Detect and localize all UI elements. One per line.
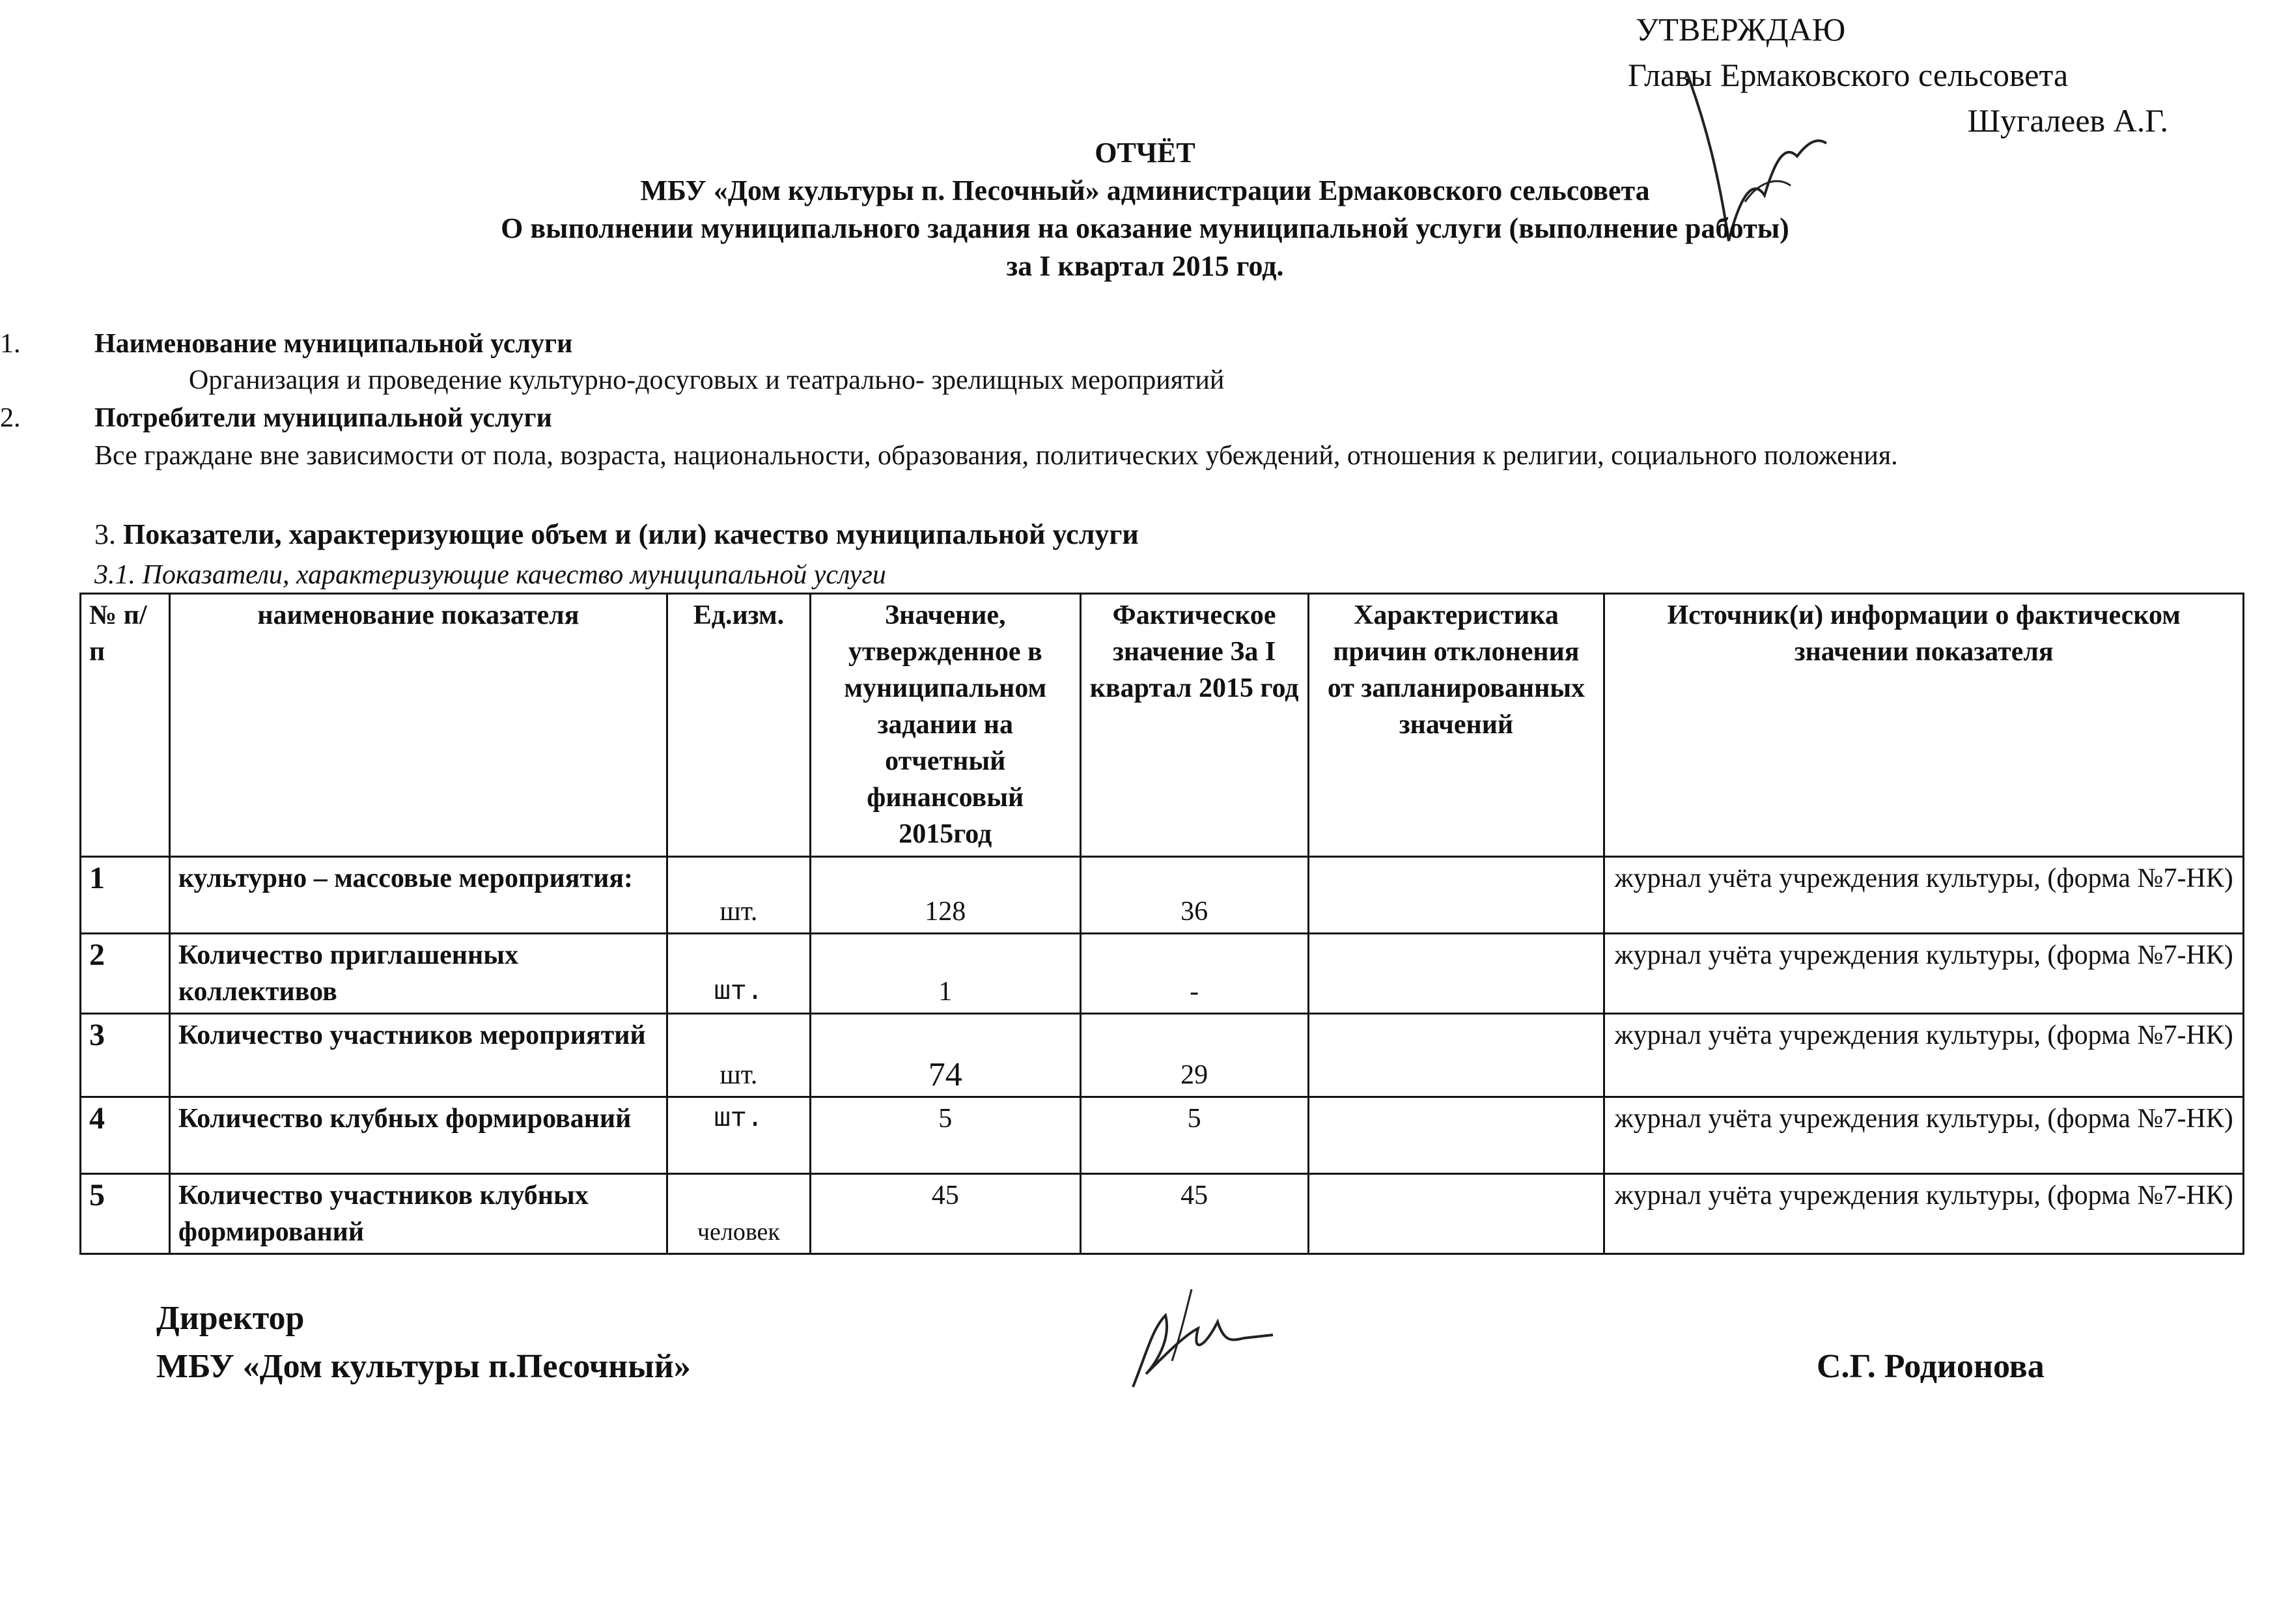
- title-line-2: МБУ «Дом культуры п. Песочный» администрации Ермаковского сельсовета: [640, 175, 1650, 206]
- director-position: [156, 1295, 691, 1391]
- row-plan: 5: [810, 1097, 1080, 1174]
- director-position-line-1: Директор: [156, 1300, 305, 1337]
- approval-name: Шугалеев А.Г.: [1967, 102, 2168, 139]
- section-3-heading: Показатели, характеризующие объем и (или) качество муниципальной услуги: [123, 518, 1139, 550]
- title-line-3: О выполнении муниципального задания на оказание муниципальной услуги (выполнение работы): [501, 212, 1789, 244]
- report-title: [0, 134, 2290, 285]
- row-unit: человек: [667, 1174, 810, 1254]
- approval-title: УТВЕРЖДАЮ: [1636, 11, 1846, 48]
- row-number: 5: [81, 1174, 170, 1254]
- header-indicator-name: наименование показателя: [169, 594, 667, 857]
- row-source: журнал учёта учреждения культуры, (форма №7-НК): [1604, 1014, 2244, 1097]
- section-2-heading: Потребители муниципальной услуги: [94, 403, 552, 433]
- row-unit: шт.: [667, 1097, 810, 1174]
- row-number: 3: [81, 1014, 170, 1097]
- row-fact: 5: [1080, 1097, 1308, 1174]
- row-fact: 36: [1080, 857, 1308, 934]
- section-3-heading-line: [94, 516, 2211, 553]
- row-plan: 74: [810, 1014, 1080, 1097]
- indicators-table: [79, 593, 2244, 1255]
- row-fact: 29: [1080, 1014, 1308, 1097]
- row-source: журнал учёта учреждения культуры, (форма №7-НК): [1604, 934, 2244, 1014]
- section-1-heading: Наименование муниципальной услуги: [94, 329, 573, 359]
- row-name: культурно – массовые мероприятия:: [169, 857, 667, 934]
- section-3-subheading: 3.1. Показатели, характеризующие качество муниципальной услуги: [94, 560, 886, 590]
- row-name: Количество приглашенных коллективов: [169, 934, 667, 1014]
- section-2-number: 2.: [0, 403, 21, 433]
- title-line-4: за I квартал 2015 год.: [1006, 250, 1284, 282]
- row-source: журнал учёта учреждения культуры, (форма №7-НК): [1604, 1174, 2244, 1254]
- row-reason: [1308, 857, 1604, 934]
- director-position-line-2: МБУ «Дом культуры п.Песочный»: [156, 1348, 691, 1385]
- row-name: Количество клубных формирований: [169, 1097, 667, 1174]
- table-row: [81, 1174, 2244, 1254]
- row-number: 2: [81, 934, 170, 1014]
- row-plan: 1: [810, 934, 1080, 1014]
- header-actual-value: Фактическое значение За I квартал 2015 год: [1080, 594, 1308, 857]
- header-planned-value: Значение, утвержденное в муниципальном задании на отчетный финансовый 2015год: [810, 594, 1080, 857]
- row-fact: -: [1080, 934, 1308, 1014]
- row-reason: [1308, 1014, 1604, 1097]
- row-reason: [1308, 934, 1604, 1014]
- header-number: № п/п: [81, 594, 170, 857]
- section-2-text: Все граждане вне зависимости от пола, возраста, национальности, образования, политических убеждений, отношения к религии, социального положения.: [94, 441, 1898, 471]
- director-signature: [1107, 1276, 1289, 1407]
- row-reason: [1308, 1174, 1604, 1254]
- row-unit: шт.: [667, 934, 810, 1014]
- header-deviation-reason: Характеристика причин отклонения от запланированных значений: [1308, 594, 1604, 857]
- row-unit: шт.: [667, 857, 810, 934]
- header-source: Источник(и) информации о фактическом значении показателя: [1604, 594, 2244, 857]
- row-source: журнал учёта учреждения культуры, (форма №7-НК): [1604, 857, 2244, 934]
- row-name: Количество участников клубных формирований: [169, 1174, 667, 1254]
- section-3-number: 3.: [94, 518, 116, 550]
- row-name: Количество участников мероприятий: [169, 1014, 667, 1097]
- table-row: [81, 1014, 2244, 1097]
- table-row: [81, 934, 2244, 1014]
- row-reason: [1308, 1097, 1604, 1174]
- director-name: С.Г. Родионова: [1817, 1348, 2045, 1385]
- row-number: 1: [81, 857, 170, 934]
- row-source: журнал учёта учреждения культуры, (форма №7-НК): [1604, 1097, 2244, 1174]
- header-unit: Ед.изм.: [667, 594, 810, 857]
- table-row: [81, 857, 2244, 934]
- row-fact: 45: [1080, 1174, 1308, 1254]
- row-plan: 45: [810, 1174, 1080, 1254]
- row-plan: 128: [810, 857, 1080, 934]
- title-line-1: ОТЧЁТ: [1095, 137, 1195, 169]
- section-1: [0, 326, 2211, 399]
- table-row: [81, 1097, 2244, 1174]
- row-unit: шт.: [667, 1014, 810, 1097]
- section-1-text: Организация и проведение культурно-досуговых и театрально- зрелищных мероприятий: [189, 365, 1225, 395]
- table-header-row: [81, 594, 2244, 857]
- section-2: [0, 400, 2211, 436]
- approval-position: Главы Ермаковского сельсовета: [1628, 57, 2069, 93]
- section-1-number: 1.: [0, 329, 21, 359]
- row-number: 4: [81, 1097, 170, 1174]
